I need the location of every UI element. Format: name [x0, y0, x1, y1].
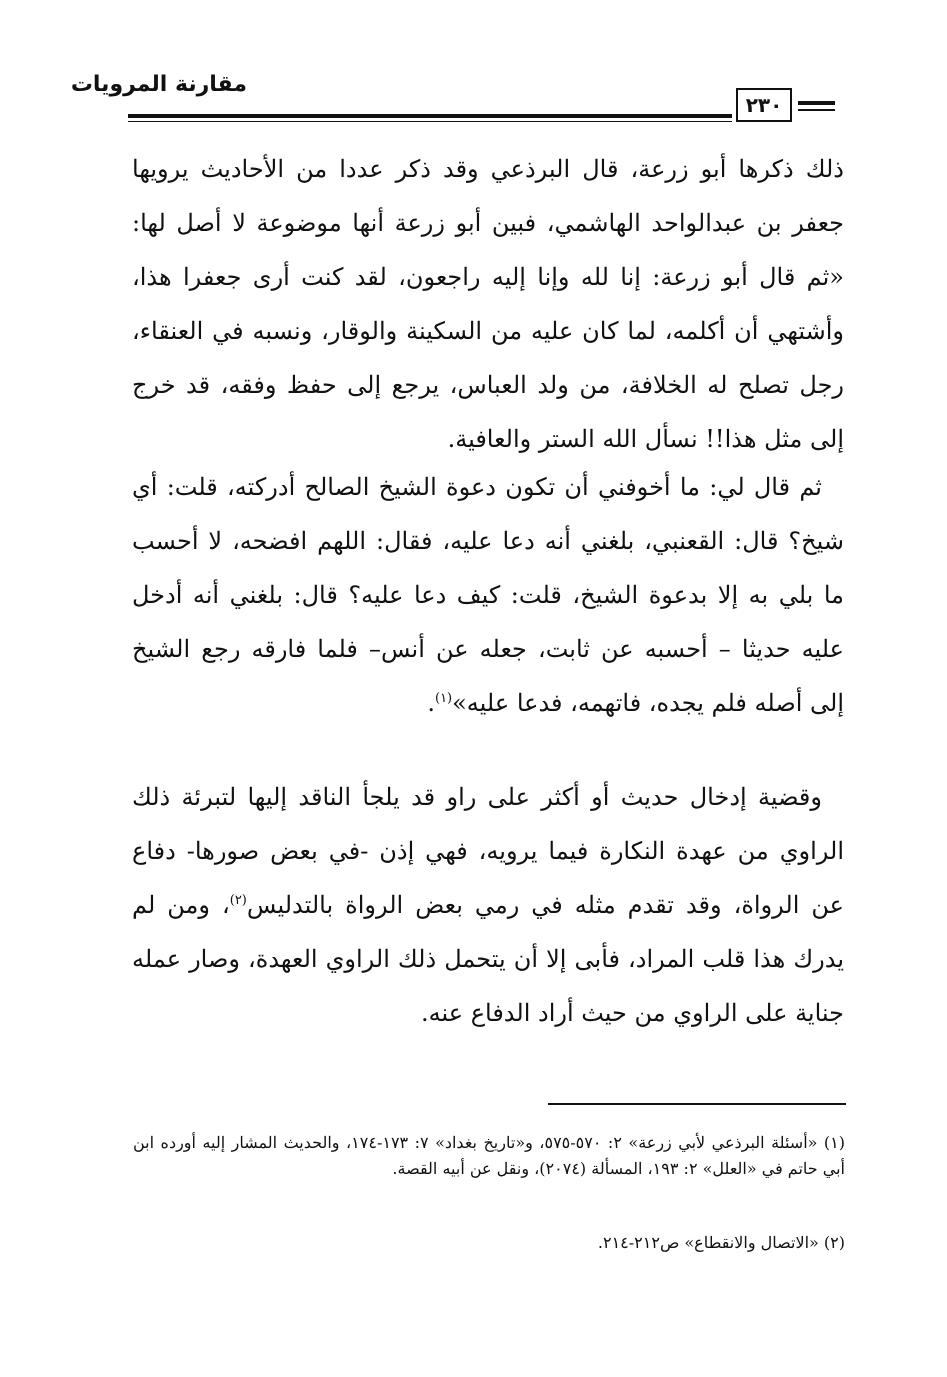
body-paragraph-3: [132, 770, 844, 1040]
paragraph-2-end: .: [427, 689, 435, 717]
footnote-separator: [548, 1103, 846, 1105]
paragraph-2-text: ثم قال لي: ما أخوفني أن تكون دعوة الشيخ الصالح أدركته، قلت: أي شيخ؟ قال: القعنبي، بلغني أنه دعا عليه، فقال: اللهم افضحه، لا أحسب ما بلي به إلا بدعوة الشيخ، قلت: كيف دعا عليه؟ قال: بلغني أنه أدخل عليه حديثا – أحسبه عن ثابت، جعله عن أنس– فلما فارقه رجع الشيخ إلى أصله فلم يجده، فاتهمه، فدعا عليه»: [132, 473, 845, 717]
page-number: ٢٣٠: [736, 88, 792, 122]
footnote-ref-1[interactable]: (١): [434, 691, 453, 706]
header-rule-left-thin: [128, 121, 732, 122]
footnote-1: (١) «أسئلة البرذعي لأبي زرعة» ٢: ٥٧٠-٥٧٥، و«تاريخ بغداد» ٧: ١٧٣-١٧٤، والحديث المشار إليه أورده ابن أبي حاتم في «العلل» ٢: ١٩٣، المسألة (٢٠٧٤)، ونقل عن أبيه القصة.: [133, 1133, 846, 1178]
header-rule-right-thick: [798, 101, 835, 105]
footnote-2: (٢) «الاتصال والانقطاع» ص٢١٢-٢١٤.: [597, 1233, 845, 1252]
paragraph-3-text-a: وقضية إدخال حديث أو أكثر على راو قد يلجأ الناقد إليها لتبرئة ذلك الراوي من عهدة النكارة فيما يرويه، فهي إذن -في بعض صورها- دفاع عن الرواة، وقد تقدم مثله في رمي بعض الرواة بالتدليس: [132, 783, 844, 919]
paragraph-3-text-b: ، ومن لم يدرك هذا قلب المراد، فأبى إلا أن يتحمل ذلك الراوي العهدة، وصار عمله جناية على الراوي من حيث أراد الدفاع عنه.: [132, 891, 844, 1027]
running-title: مقارنة المرويات: [70, 72, 247, 97]
body-paragraph-1: ذلك ذكرها أبو زرعة، قال البرذعي وقد ذكر عددا من الأحاديث يرويها جعفر بن عبدالواحد الهاشمي، فبين أبو زرعة أنها موضوعة لا أصل لها: «ثم قال أبو زرعة: إنا لله وإنا إليه راجعون، لقد كنت أرى جعفرا هذا، وأشتهي أن أكلمه، لما كان عليه من السكينة والوقار، ونسبه في العنقاء، رجل تصلح له الخلافة، من ولد العباس، يرجع إلى حفظ وفقه، قد خرج إلى مثل هذا!! نسأل الله الستر والعافية.: [132, 155, 844, 453]
footnote-ref-2[interactable]: (٢): [229, 893, 247, 908]
header-rule-right-thin: [798, 109, 835, 111]
header-rule-left-thick: [128, 114, 732, 118]
body-paragraph-2: [132, 460, 844, 730]
